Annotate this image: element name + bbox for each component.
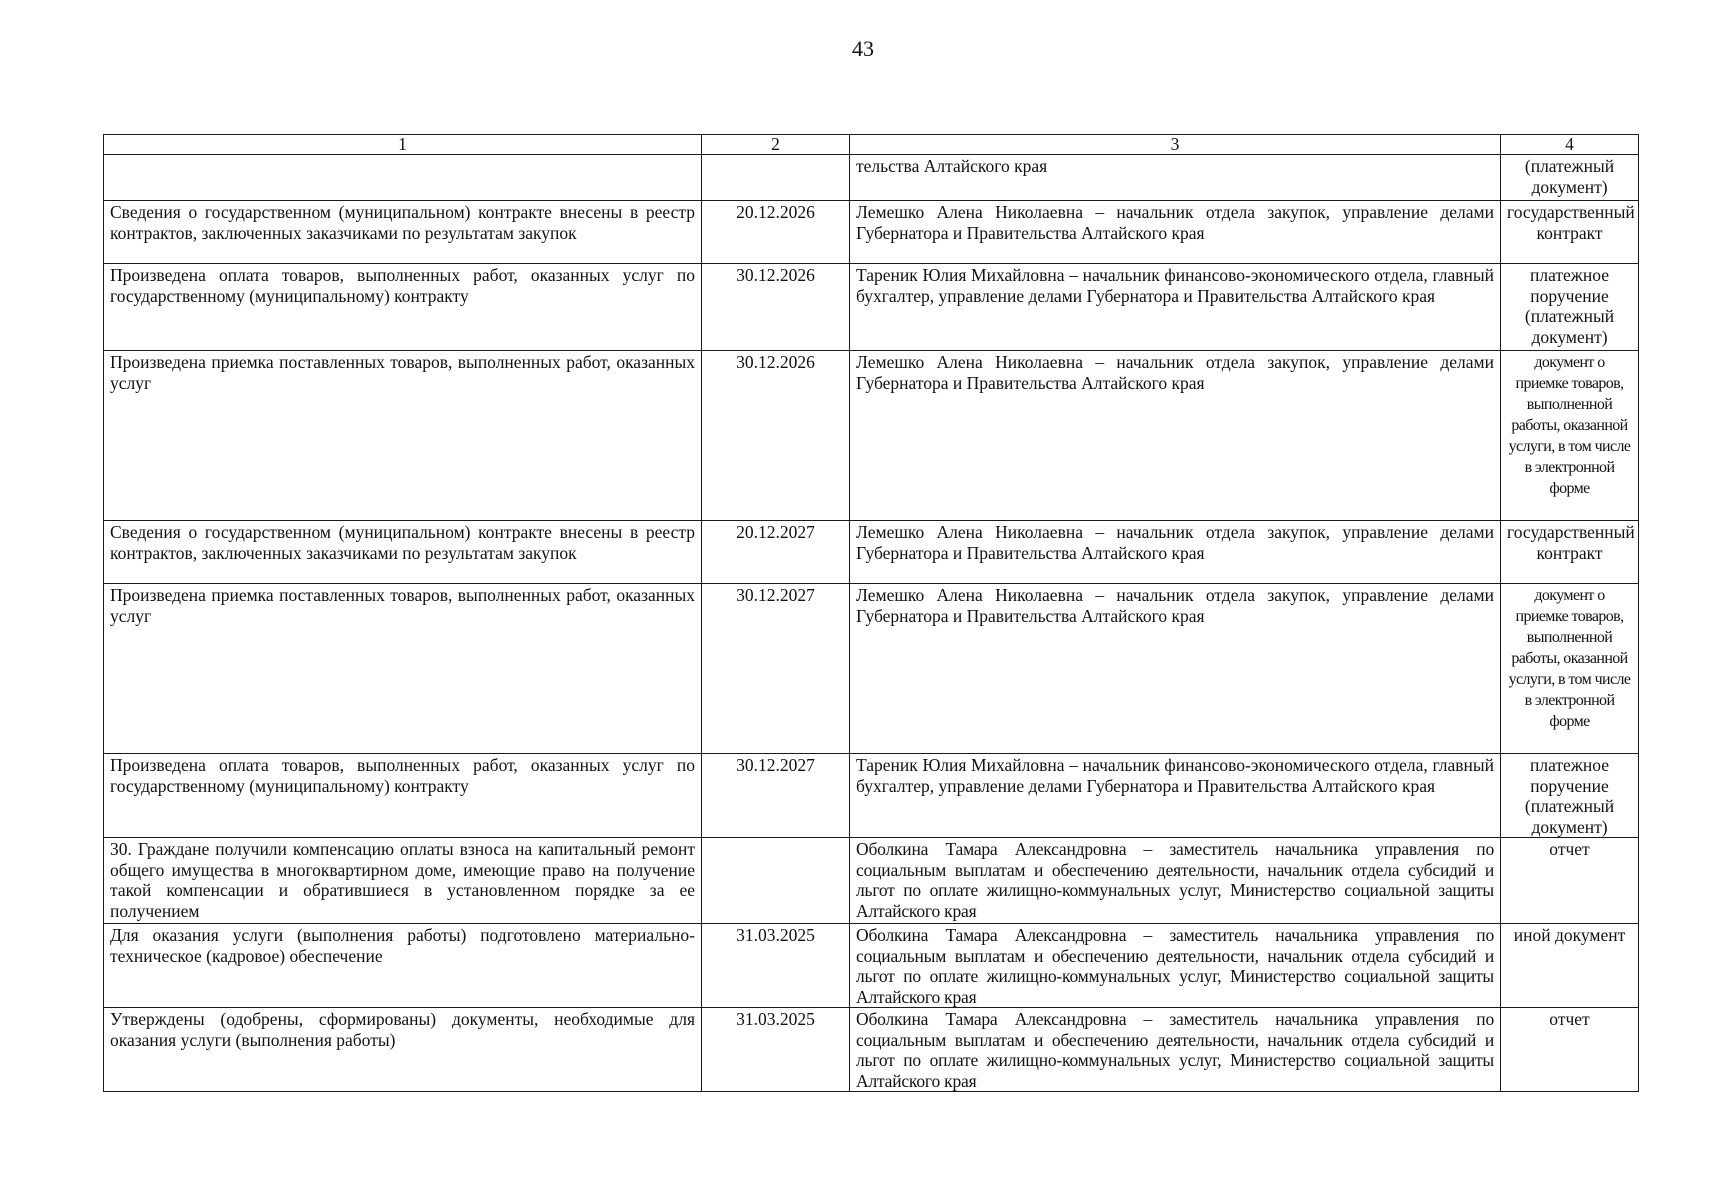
responsible-cell: Лемешко Алена Николаевна – начальник отдела закупок, управление делами Губернатора и Правительства Алтайского края bbox=[850, 351, 1501, 521]
date-cell bbox=[702, 155, 850, 201]
table-row bbox=[104, 264, 1639, 351]
column-header-3: 3 bbox=[850, 135, 1501, 155]
document-text: документ о приемке товаров, выполненной работы, оказанной услуги, в том числе в электронной форме bbox=[1508, 354, 1631, 497]
event-cell: Произведена оплата товаров, выполненных работ, оказанных услуг по государственному (муниципальному) контракту bbox=[104, 264, 702, 351]
page-number: 43 bbox=[852, 36, 874, 61]
responsible-cell: тельства Алтайского края bbox=[850, 155, 1501, 201]
event-cell: Произведена приемка поставленных товаров, выполненных работ, оказанных услуг bbox=[104, 351, 702, 521]
document-cell bbox=[1501, 351, 1639, 521]
event-cell: Произведена приемка поставленных товаров, выполненных работ, оказанных услуг bbox=[104, 584, 702, 754]
date-cell: 30.12.2027 bbox=[702, 754, 850, 838]
table-row bbox=[104, 754, 1639, 838]
event-cell: Сведения о государственном (муниципальном) контракте внесены в реестр контрактов, заключенных заказчиками по результатам закупок bbox=[104, 201, 702, 264]
event-cell: Утверждены (одобрены, сформированы) документы, необходимые для оказания услуги (выполнения работы) bbox=[104, 1008, 702, 1092]
table-row bbox=[104, 155, 1639, 201]
table-row bbox=[104, 838, 1639, 924]
document-cell: платежное поручение (платежный документ) bbox=[1501, 264, 1639, 351]
column-header-4: 4 bbox=[1501, 135, 1639, 155]
document-cell: государственный контракт bbox=[1501, 201, 1639, 264]
responsible-text: Оболкина Тамара Александровна – заместитель начальника управления по социальным выплатам и обеспечению деятельности, начальник отдела субсидий и льгот по оплате жилищно-коммунальных услуг, Министерство социальной защиты Алтайского края bbox=[856, 925, 1494, 1007]
responsible-cell bbox=[850, 838, 1501, 924]
header-row bbox=[104, 135, 1639, 155]
table-row bbox=[104, 1008, 1639, 1092]
date-cell: 20.12.2027 bbox=[702, 521, 850, 584]
table-row bbox=[104, 924, 1639, 1008]
table-row bbox=[104, 351, 1639, 521]
document-cell: отчет bbox=[1501, 838, 1639, 924]
date-cell: 31.03.2025 bbox=[702, 924, 850, 1008]
document-cell: отчет bbox=[1501, 1008, 1639, 1092]
responsible-cell: Тареник Юлия Михайловна – начальник финансово-экономического отдела, главный бухгалтер, управление делами Губернатора и Правительства Алтайского края bbox=[850, 264, 1501, 351]
document-cell: платежное поручение (платежный документ) bbox=[1501, 754, 1639, 838]
responsible-cell bbox=[850, 1008, 1501, 1092]
date-cell: 30.12.2026 bbox=[702, 264, 850, 351]
responsible-text: Оболкина Тамара Александровна – заместитель начальника управления по социальным выплатам и обеспечению деятельности, начальник отдела субсидий и льгот по оплате жилищно-коммунальных услуг, Министерство социальной защиты Алтайского края bbox=[856, 839, 1494, 921]
date-cell: 20.12.2026 bbox=[702, 201, 850, 264]
responsibility-table bbox=[103, 134, 1639, 1092]
date-cell: 31.03.2025 bbox=[702, 1008, 850, 1092]
date-cell bbox=[702, 838, 850, 924]
table-row bbox=[104, 584, 1639, 754]
document-text: документ о приемке товаров, выполненной работы, оказанной услуги, в том числе в электронной форме bbox=[1508, 587, 1631, 730]
document-cell bbox=[1501, 584, 1639, 754]
responsible-cell: Тареник Юлия Михайловна – начальник финансово-экономического отдела, главный бухгалтер, управление делами Губернатора и Правительства Алтайского края bbox=[850, 754, 1501, 838]
column-header-2: 2 bbox=[702, 135, 850, 155]
column-header-1: 1 bbox=[104, 135, 702, 155]
responsible-text: Оболкина Тамара Александровна – заместитель начальника управления по социальным выплатам и обеспечению деятельности, начальник отдела субсидий и льгот по оплате жилищно-коммунальных услуг, Министерство социальной защиты Алтайского края bbox=[856, 1009, 1494, 1091]
responsible-cell bbox=[850, 924, 1501, 1008]
table-row bbox=[104, 201, 1639, 264]
document-cell: государственный контракт bbox=[1501, 521, 1639, 584]
event-cell bbox=[104, 155, 702, 201]
event-cell: Сведения о государственном (муниципальном) контракте внесены в реестр контрактов, заключенных заказчиками по результатам закупок bbox=[104, 521, 702, 584]
document-cell: иной документ bbox=[1501, 924, 1639, 1008]
date-cell: 30.12.2027 bbox=[702, 584, 850, 754]
responsible-cell: Лемешко Алена Николаевна – начальник отдела закупок, управление делами Губернатора и Правительства Алтайского края bbox=[850, 521, 1501, 584]
responsible-cell: Лемешко Алена Николаевна – начальник отдела закупок, управление делами Губернатора и Правительства Алтайского края bbox=[850, 201, 1501, 264]
responsible-cell: Лемешко Алена Николаевна – начальник отдела закупок, управление делами Губернатора и Правительства Алтайского края bbox=[850, 584, 1501, 754]
document-cell: (платежный документ) bbox=[1501, 155, 1639, 201]
event-cell: Для оказания услуги (выполнения работы) подготовлено материально-техническое (кадровое) обеспечение bbox=[104, 924, 702, 1008]
date-cell: 30.12.2026 bbox=[702, 351, 850, 521]
event-cell: Произведена оплата товаров, выполненных работ, оказанных услуг по государственному (муниципальному) контракту bbox=[104, 754, 702, 838]
event-cell: 30. Граждане получили компенсацию оплаты взноса на капитальный ремонт общего имущества в многоквартирном доме, имеющие право на получение такой компенсации и обратившиеся в установленном порядке за ее получением bbox=[104, 838, 702, 924]
table-row bbox=[104, 521, 1639, 584]
